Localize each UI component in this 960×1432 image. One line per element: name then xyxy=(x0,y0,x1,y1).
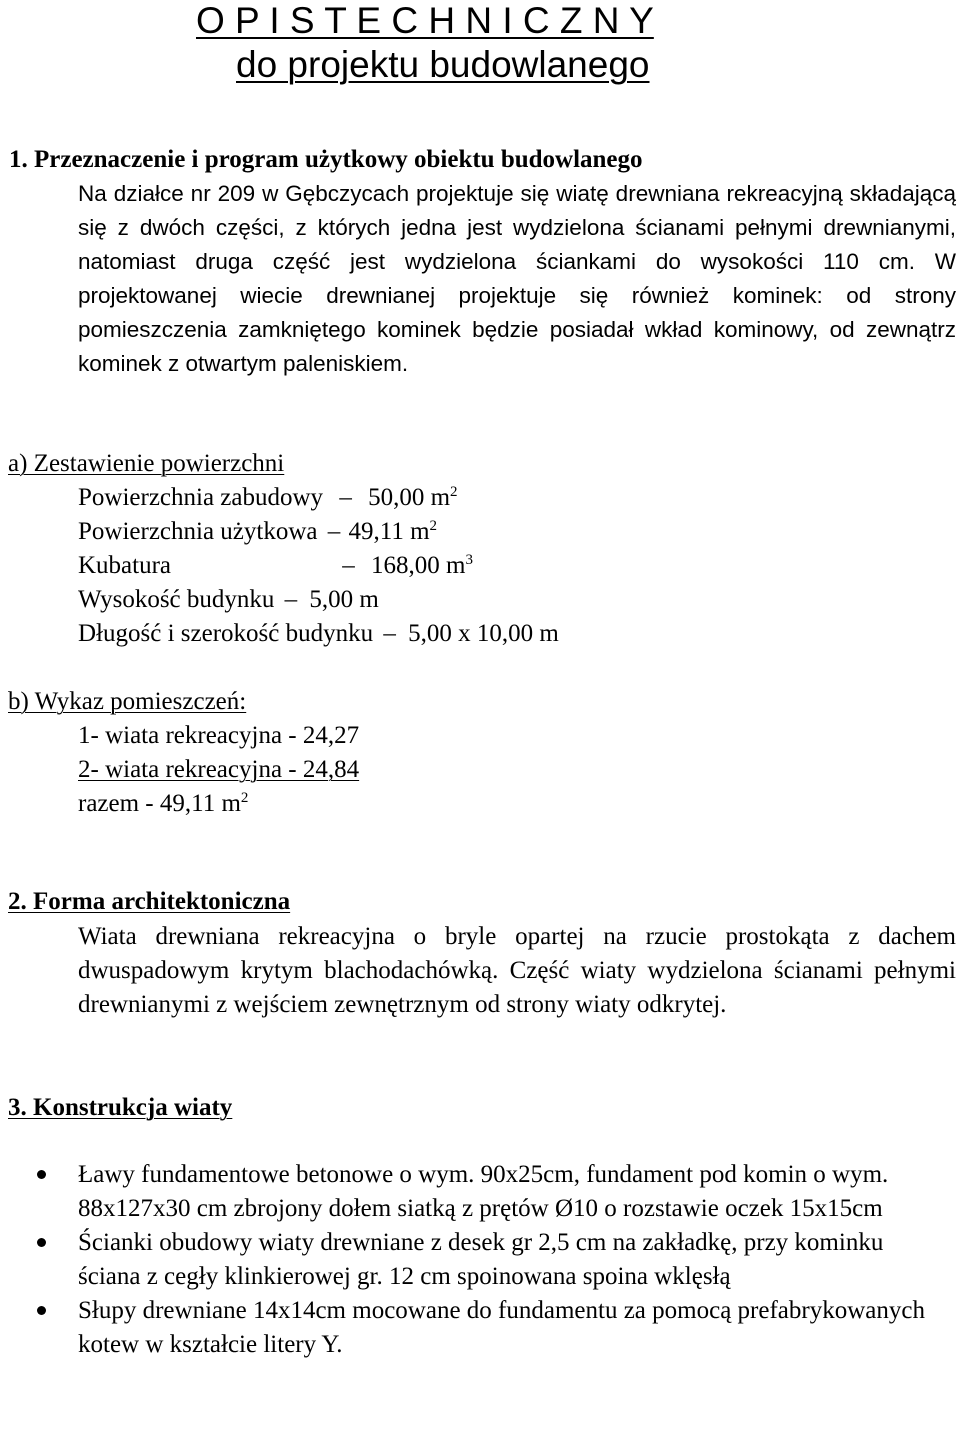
section-1-paragraph: Na działce nr 209 w Gębczycach projektuje się wiatę drewniana rekreacyjną składającą się z dwóch części, z których jedna jest wydzielona ścianami pełnymi drewnianymi, natomiast druga część jest wydzielona ściankami do wysokości 110 cm. W projektowanej wiecie drewnianej projektuje się również kominek: od strony pomieszczenia zamkniętego kominek będzie posiadał wkład kominowy, od zewnątrz kominek z otwartym paleniskiem. xyxy=(78,181,956,376)
rooms-total-sup: 2 xyxy=(240,790,249,806)
area-row-built xyxy=(78,481,458,515)
rooms-total xyxy=(78,787,248,821)
bullet-icon xyxy=(37,1238,46,1247)
area-dash: – xyxy=(383,620,396,647)
section-2-paragraph: Wiata drewniana rekreacyjna o bryle opartej na rzucie prostokąta z dachem dwuspadowym krytym blachodachówką. Część wiaty wydzielona ścianami pełnymi drewnianymi z wejściem zewnętrznym od strony wiaty odkrytej. xyxy=(78,923,956,1018)
area-label: Wysokość budynku xyxy=(78,586,275,613)
section-3-heading: 3. Konstrukcja wiaty xyxy=(8,1094,233,1121)
area-row-volume xyxy=(78,549,473,583)
construction-item-text: Słupy drewniane 14x14cm mocowane do fundamentu za pomocą prefabrykowanych kotew w kształcie litery Y. xyxy=(78,1297,925,1358)
areas-heading: a) Zestawienie powierzchni xyxy=(8,450,285,477)
rooms-heading: b) Wykaz pomieszczeń: xyxy=(8,688,247,715)
room-item: 1- wiata rekreacyjna - 24,27 xyxy=(78,722,360,749)
area-dash: – xyxy=(284,586,298,613)
construction-item-posts xyxy=(0,1294,948,1362)
bullet-icon xyxy=(37,1170,46,1179)
area-value: 5,00 m xyxy=(309,586,379,613)
document-subtitle: do projektu budowlanego xyxy=(236,44,650,85)
area-unit-sup: 2 xyxy=(429,518,438,534)
area-value: 50,00 m xyxy=(368,484,451,511)
construction-item-text: Ścianki obudowy wiaty drewniane z desek gr 2,5 cm na zakładkę, przy kominku ściana z cegły klinkierowej gr. 12 cm spoinowana spoina wklęsłą xyxy=(78,1229,884,1290)
area-row-dimensions xyxy=(78,617,559,651)
construction-item-text: Ławy fundamentowe betonowe o wym. 90x25cm, fundament pod komin o wym. 88x127x30 cm zbrojony dołem siatką z prętów Ø10 o rozstawie oczek 15x15cm xyxy=(78,1161,889,1222)
area-label: Długość i szerokość budynku xyxy=(78,620,374,647)
area-row-usable xyxy=(78,515,437,549)
area-dash: – xyxy=(339,484,352,511)
area-value: 168,00 m xyxy=(371,552,466,579)
bullet-icon xyxy=(37,1306,46,1315)
area-row-height xyxy=(78,583,379,617)
area-label: Powierzchnia użytkowa xyxy=(78,518,318,545)
construction-item-foundation xyxy=(0,1158,948,1226)
construction-item-walls xyxy=(0,1226,948,1294)
room-item: 2- wiata rekreacyjna - 24,84 xyxy=(78,756,360,783)
area-value: 5,00 x 10,00 m xyxy=(408,620,559,647)
section-1-heading: 1. Przeznaczenie i program użytkowy obiektu budowlanego xyxy=(9,146,643,173)
area-unit-sup: 2 xyxy=(450,484,458,500)
rooms-total-label: razem - 49,11 m xyxy=(78,790,241,817)
area-unit-sup: 3 xyxy=(465,552,473,568)
area-dash: – xyxy=(327,518,341,545)
area-label: Powierzchnia zabudowy xyxy=(78,484,324,511)
area-dash: – xyxy=(342,552,355,579)
document-title: O P I S T E C H N I C Z N Y xyxy=(196,0,654,41)
section-2-heading: 2. Forma architektoniczna xyxy=(8,888,291,915)
construction-list xyxy=(0,1158,960,1362)
area-value: 49,11 m xyxy=(348,518,430,545)
area-label: Kubatura xyxy=(78,552,172,579)
